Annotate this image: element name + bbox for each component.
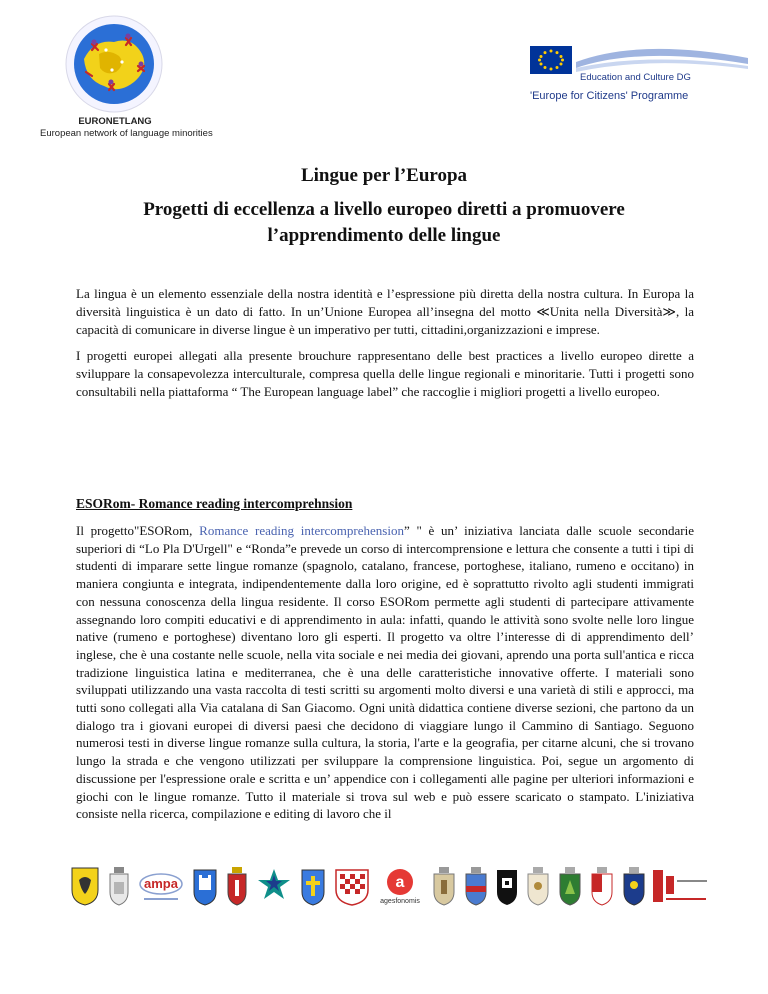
crest-shield-red-icon xyxy=(226,866,248,906)
page-subtitle: Progetti di eccellenza a livello europeo diretti a promuovere l’apprendimento delle lingue xyxy=(143,199,625,246)
section-text-start: Il progetto"ESORom, xyxy=(76,523,200,538)
eu-dg-label: Education and Culture DG xyxy=(580,72,691,83)
section-paragraph xyxy=(76,522,694,823)
crest-castle-blue-icon xyxy=(192,866,218,906)
section-text-rest: ” " è un’ iniziativa lanciata dalle scuole secondarie superiori di “Lo Pla D'Urgell" e “Ronda”e prevede un corso di intercomprensione e lettura che consente a tutti i tipi di studenti di imparare sette lingue romanze (spagnolo, catalano, francese, portoghese, italiano, rumeno e occitano) in maniera congiunta e integrata, indipendentemente dalla loro origine, ed è soprattutto rivolto agli studenti immigrati con nessuna conoscenza della lingua residente. Il corso ESORom permette agli studenti di partecipare attivamente assegnando loro compiti educativi e di apprendimento in aula: infatti, quando le attività sono svolte nelle loro lingue native (rumeno e portoghese) diventano loro gli esperti. Il progetto va oltre l’interesse di di apprendimento dell’ inglese, che è una costante nelle scuole, nella vita sociale e nei media dei giovani, aprendo una porta sull'antica e ricca tradizione linguistica latina e mediterranea, che è una delle caratteristiche innovative offerte. I materiali sono sviluppati utilizzando una vasta raccolta di testi scritti su argomenti molto diversi e una varietà di stili e approcci, ma tutti sono collegati alla Via catalana di San Giacomo. Ogni unità didattica contiene diverse sezioni, che partono da un dialogo tra i giovani europei di diversi paesi che decidono di viaggiare lungo il Cammino di Santiago. Seguono numerosi testi in diverse lingue romanze sulla cultura, la storia, l'arte e la geografia, per citarne alcuni, che si trovano lungo la strada e che vengono utilizzati per sviluppare la comprensione linguistica. Poi, segue un argomento di discussione per l'espressione orale e scritta e un’ appendice con i collegamenti alle pagine per ulteriori informazioni e giochi con le lingue romanze. Tutto il materiale si trova sul web e può essere scaricato o stampato. L'iniziativa consiste nella ricerca, compilazione e editing di lavoro che il xyxy=(76,523,694,822)
agesfonomis-logo-text: agesfonomis xyxy=(380,898,420,905)
crest-black-white-icon xyxy=(496,866,518,906)
crest-pale-icon xyxy=(526,866,550,906)
crest-blue-red-icon xyxy=(464,866,488,906)
agesfonomis-logo-letter: a xyxy=(395,874,405,891)
partner-logos-bar xyxy=(70,866,710,910)
intro-paragraph-2: I progetti europei allegati alla presente brouchure rappresentano delle best practices a livello europeo dirette a sviluppare la consapevolezza interculturale, compresa quella delle lingue regionali e minoritarie. Tutti i progetti sono consultabili nella piattaforma “ The European language label” che raccoglie i migliori progetti a livello europeo. xyxy=(76,348,694,399)
section-heading: ESORom- Romance reading intercomprehnsion xyxy=(76,496,353,511)
crest-checkered-icon xyxy=(334,866,370,906)
crest-dark-blue-icon xyxy=(622,866,646,906)
intro-paragraph-1: La lingua è un elemento essenziale della nostra identità e l’espressione più diretta della nostra cultura. In Europa la diversità linguistica è un dato di fatto. In un’Unione Europea all’insegna del motto ≪Unita nella Diversità≫, la capacità di comunicare in diverse lingue è un imperativo per tutti, cittadini,organizzazioni e imprese. xyxy=(76,286,694,337)
crest-cross-blue-icon xyxy=(300,866,326,906)
euronetlang-logo xyxy=(64,14,164,114)
agesfonomis-logo xyxy=(376,866,424,906)
ampa-logo xyxy=(138,866,184,906)
besa-logo xyxy=(652,866,710,910)
page-title: Lingue per l’Europa xyxy=(300,165,468,186)
ampa-logo-text: ampa xyxy=(144,876,178,891)
org-subtitle: European network of language minorities xyxy=(40,128,213,139)
eu-programme-label: 'Europe for Citizens' Programme xyxy=(530,90,689,102)
section-text-highlight: Romance reading intercomprehension xyxy=(199,523,404,538)
crest-green-icon xyxy=(558,866,582,906)
crest-tower-icon xyxy=(432,866,456,906)
org-name: EURONETLANG xyxy=(78,116,152,127)
crest-lion-yellow-icon xyxy=(70,866,100,906)
star-logo-icon xyxy=(256,866,292,906)
crest-shield-grey-icon xyxy=(108,866,130,906)
crest-red-white-icon xyxy=(590,866,614,906)
